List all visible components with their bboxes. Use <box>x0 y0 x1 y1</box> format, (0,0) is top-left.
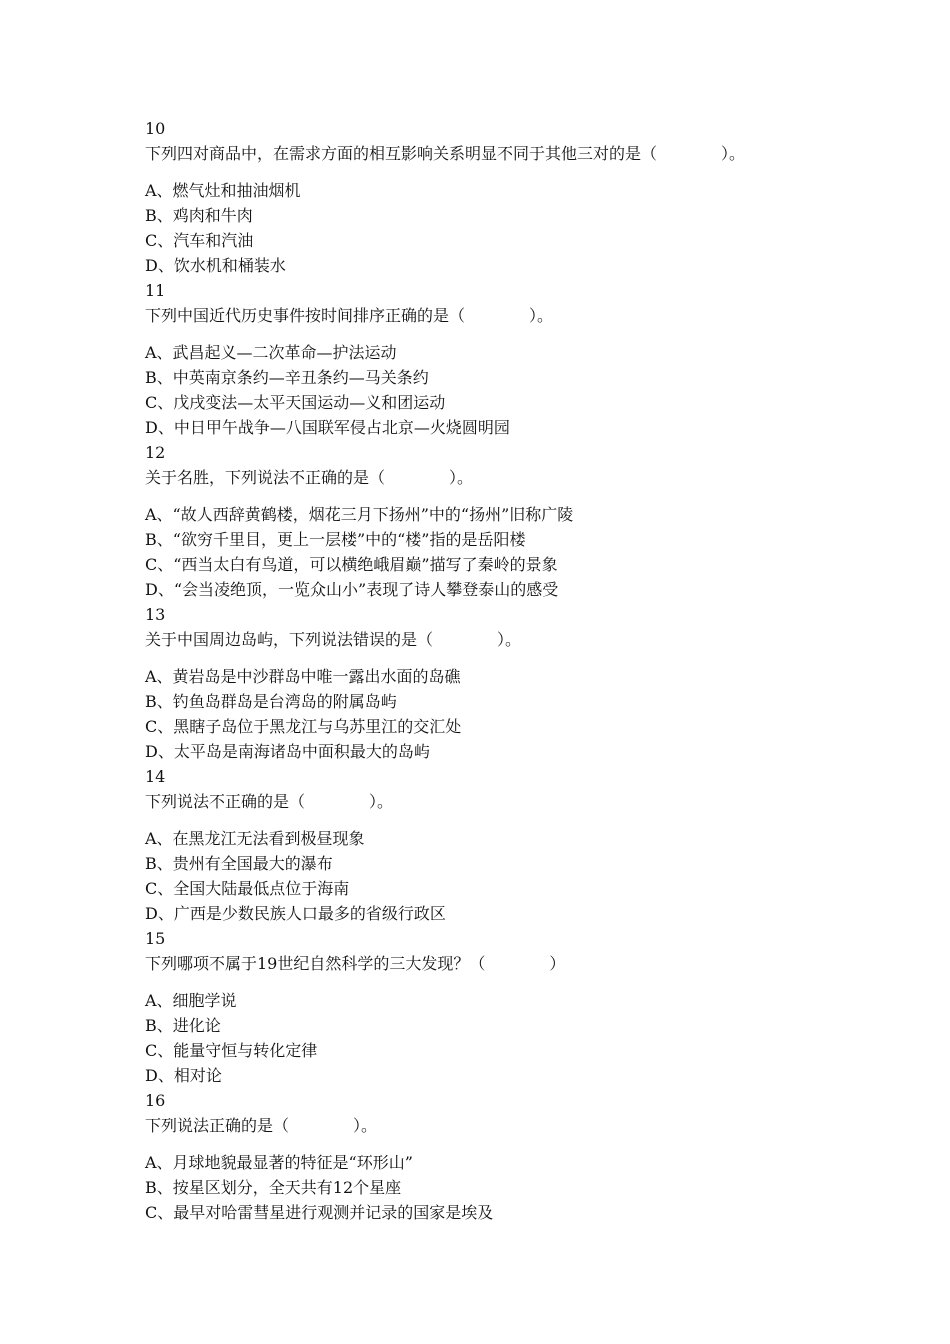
question-number: 12 <box>145 443 166 462</box>
option-c: C、最早对哈雷彗星进行观测并记录的国家是埃及 <box>145 1203 494 1222</box>
question-14 <box>145 764 925 926</box>
option-d: D、广西是少数民族人口最多的省级行政区 <box>145 904 446 923</box>
question-number: 11 <box>145 281 166 300</box>
option-c: C、“西当太白有鸟道，可以横绝峨眉巅”描写了秦岭的景象 <box>145 555 558 574</box>
option-d: D、饮水机和桶装水 <box>145 256 286 275</box>
option-a: A、燃气灶和抽油烟机 <box>145 181 301 200</box>
option-c: C、黑瞎子岛位于黑龙江与乌苏里江的交汇处 <box>145 717 462 736</box>
exam-page <box>145 116 925 1225</box>
option-b: B、贵州有全国最大的瀑布 <box>145 854 333 873</box>
question-number: 16 <box>145 1091 166 1110</box>
question-number: 13 <box>145 605 166 624</box>
question-number: 15 <box>145 929 166 948</box>
option-c: C、全国大陆最低点位于海南 <box>145 879 350 898</box>
option-d: D、中日甲午战争—八国联军侵占北京—火烧圆明园 <box>145 418 510 437</box>
question-10 <box>145 116 925 278</box>
option-b: B、按星区划分，全天共有12个星座 <box>145 1178 402 1197</box>
option-a: A、“故人西辞黄鹤楼，烟花三月下扬州”中的“扬州”旧称广陵 <box>145 505 574 524</box>
option-c: C、戊戌变法—太平天国运动—义和团运动 <box>145 393 446 412</box>
option-a: A、细胞学说 <box>145 991 237 1010</box>
option-b: B、“欲穷千里目，更上一层楼”中的“楼”指的是岳阳楼 <box>145 530 526 549</box>
option-b: B、钓鱼岛群岛是台湾岛的附属岛屿 <box>145 692 397 711</box>
option-c: C、汽车和汽油 <box>145 231 254 250</box>
question-number: 10 <box>145 119 166 138</box>
question-stem: 关于名胜，下列说法不正确的是（ ）。 <box>145 468 474 487</box>
option-d: D、“会当凌绝顶，一览众山小”表现了诗人攀登泰山的感受 <box>145 580 559 599</box>
question-stem: 下列说法正确的是（ ）。 <box>145 1116 378 1135</box>
question-13 <box>145 602 925 764</box>
question-stem: 下列四对商品中，在需求方面的相互影响关系明显不同于其他三对的是（ ）。 <box>145 144 746 163</box>
option-a: A、武昌起义—二次革命—护法运动 <box>145 343 397 362</box>
option-a: A、黄岩岛是中沙群岛中唯一露出水面的岛礁 <box>145 667 461 686</box>
option-a: A、月球地貌最显著的特征是“环形山” <box>145 1153 413 1172</box>
question-stem: 下列哪项不属于19世纪自然科学的三大发现？（ ） <box>145 954 566 973</box>
question-stem: 下列说法不正确的是（ ）。 <box>145 792 394 811</box>
option-d: D、太平岛是南海诸岛中面积最大的岛屿 <box>145 742 430 761</box>
question-16 <box>145 1088 925 1225</box>
option-b: B、进化论 <box>145 1016 221 1035</box>
question-15 <box>145 926 925 1088</box>
option-d: D、相对论 <box>145 1066 222 1085</box>
question-stem: 关于中国周边岛屿，下列说法错误的是（ ）。 <box>145 630 522 649</box>
question-stem: 下列中国近代历史事件按时间排序正确的是（ ）。 <box>145 306 554 325</box>
option-c: C、能量守恒与转化定律 <box>145 1041 318 1060</box>
option-b: B、中英南京条约—辛丑条约—马关条约 <box>145 368 429 387</box>
option-a: A、在黑龙江无法看到极昼现象 <box>145 829 365 848</box>
option-b: B、鸡肉和牛肉 <box>145 206 253 225</box>
question-number: 14 <box>145 767 166 786</box>
question-11 <box>145 278 925 440</box>
question-12 <box>145 440 925 602</box>
